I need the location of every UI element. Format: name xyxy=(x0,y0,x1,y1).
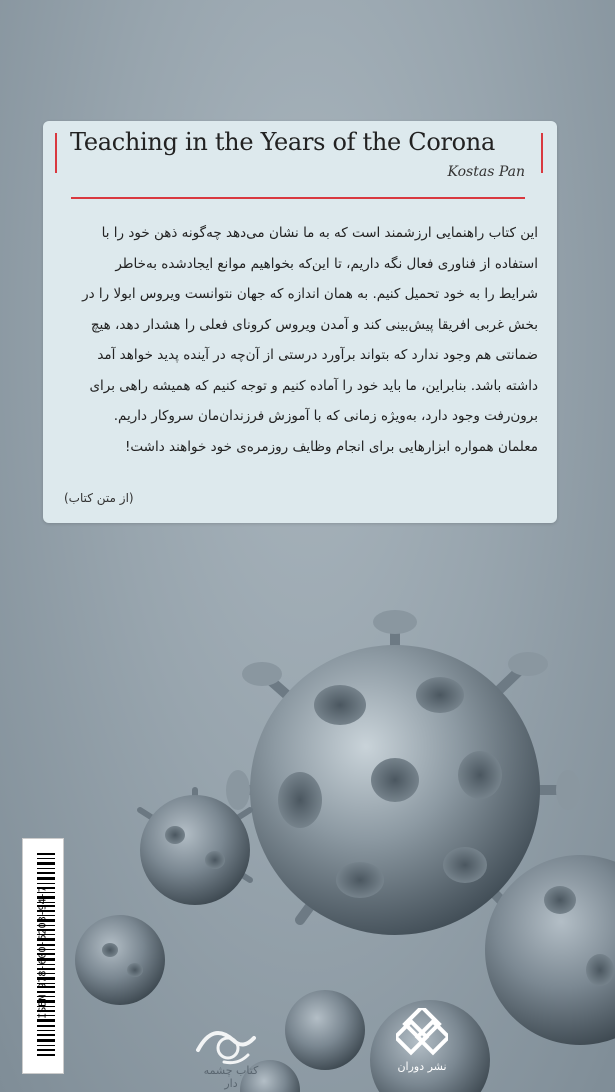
coronavirus-illustration xyxy=(0,560,615,1092)
blurb-line: ضمانتی هم وجود ندارد که بتواند برآورد درستی از آن‌چه در آینده پدید خواهد آمد xyxy=(97,347,538,363)
title-underline xyxy=(71,197,525,199)
title-rule-left xyxy=(55,133,57,173)
cheshme-label: کتاب چشمه دار xyxy=(203,1064,259,1090)
blurb-line: شرایط را به خود تحمیل کنیم. به همان اندازه که جهان نتوانست ویروس ابولا را در xyxy=(82,286,538,302)
source-note: (از متن کتاب) xyxy=(64,491,134,505)
book-title: Teaching in the Years of the Corona xyxy=(70,128,495,156)
blurb-line: برون‌رفت وجود دارد، به‌ویژه زمانی که با آموزش فرزندان‌مان سروکار داریم. xyxy=(113,408,538,424)
blurb-line: استفاده از فناوری فعال نگه داریم، تا این‌که بخواهیم موانع ایجادشده به‌خاطر xyxy=(115,255,538,272)
nashr-logo-icon xyxy=(396,1008,448,1060)
book-blurb xyxy=(60,218,538,462)
book-author: Kostas Pan xyxy=(447,164,525,180)
blurb-line: معلمان همواره ابزارهایی برای انجام وظایف روزمره‌ی خود خواهند داشت! xyxy=(124,438,538,455)
title-rule-right xyxy=(541,133,543,173)
blurb-line: داشته باشد. بنابراین، ما باید خود را آماده کنیم و توجه کنیم که همیشه راهی برای xyxy=(89,377,538,394)
nashr-label: نشر دوران xyxy=(397,1060,447,1073)
isbn-label: ISBN:978-600-6208-94-7 xyxy=(37,886,49,1019)
blurb-line: بخش غربی افریقا پیش‌بینی کند و آمدن ویروس کرونای فعلی را هشدار دهد، هیچ xyxy=(90,316,538,333)
blurb-line: این کتاب راهنمایی ارزشمند است که به ما نشان می‌دهد چه‌گونه ذهن خود را با xyxy=(101,225,538,241)
barcode xyxy=(22,838,64,1074)
